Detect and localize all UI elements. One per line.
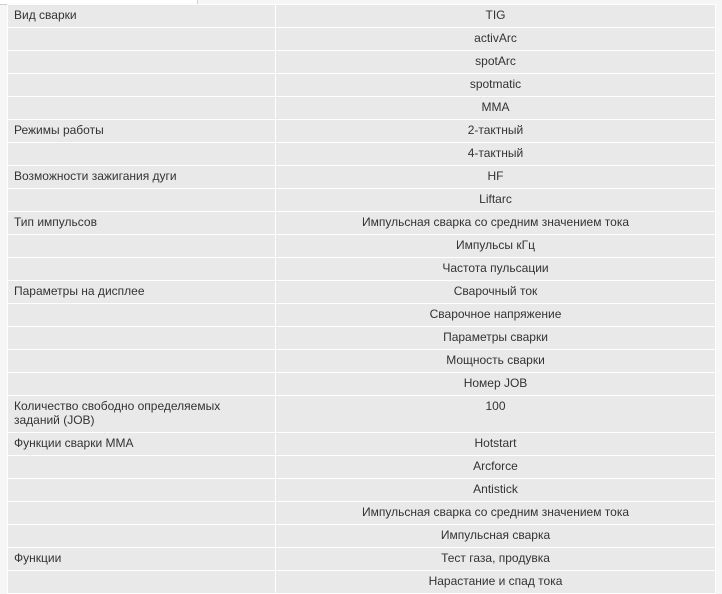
row-value: Импульсы кГц: [276, 235, 716, 258]
table-row: [8, 120, 716, 143]
row-value: Antistick: [276, 479, 716, 502]
row-value: TIG: [276, 5, 716, 28]
row-label: [8, 304, 276, 327]
row-label: [8, 97, 276, 120]
row-value: MMA: [276, 97, 716, 120]
table-row: [8, 97, 716, 120]
row-label: Количество свободно определяемых заданий (JOB): [8, 396, 276, 433]
row-label: [8, 189, 276, 212]
table-row: [8, 28, 716, 51]
table-row: [8, 433, 716, 456]
spec-table: [7, 4, 716, 594]
table-row: [8, 258, 716, 281]
row-label: [8, 235, 276, 258]
row-label: [8, 258, 276, 281]
row-value: Номер JOB: [276, 373, 716, 396]
table-row: [8, 74, 716, 97]
table-row: [8, 548, 716, 571]
row-label: Вид сварки: [8, 5, 276, 28]
table-row: [8, 189, 716, 212]
row-label: Функции: [8, 548, 276, 571]
row-label: Режимы работы: [8, 120, 276, 143]
row-label: Функции сварки MMA: [8, 433, 276, 456]
row-value: Импульсная сварка со средним значением тока: [276, 212, 716, 235]
row-value: Сварочный ток: [276, 281, 716, 304]
table-row: [8, 166, 716, 189]
row-value: Частота пульсации: [276, 258, 716, 281]
row-value: 2-тактный: [276, 120, 716, 143]
table-row: [8, 304, 716, 327]
row-value: HF: [276, 166, 716, 189]
table-row: [8, 327, 716, 350]
table-row: [8, 350, 716, 373]
row-label: [8, 571, 276, 594]
row-value: Тест газа, продувка: [276, 548, 716, 571]
row-label: [8, 28, 276, 51]
table-row: [8, 502, 716, 525]
table-row: [8, 396, 716, 433]
table-row: [8, 456, 716, 479]
table-row: [8, 281, 716, 304]
row-value: Импульсная сварка со средним значением тока: [276, 502, 716, 525]
row-value: Arcforce: [276, 456, 716, 479]
row-value: Сварочное напряжение: [276, 304, 716, 327]
table-row: [8, 525, 716, 548]
table-row: [8, 212, 716, 235]
row-label: [8, 479, 276, 502]
table-row: [8, 479, 716, 502]
row-label: [8, 373, 276, 396]
row-label: [8, 74, 276, 97]
row-value: Нарастание и спад тока: [276, 571, 716, 594]
row-value: Импульсная сварка: [276, 525, 716, 548]
row-label: [8, 143, 276, 166]
row-label: Параметры на дисплее: [8, 281, 276, 304]
table-row: [8, 571, 716, 594]
table-row: [8, 143, 716, 166]
row-value: Параметры сварки: [276, 327, 716, 350]
row-value: Hotstart: [276, 433, 716, 456]
row-label: [8, 51, 276, 74]
row-value: Мощность сварки: [276, 350, 716, 373]
row-value: Liftarc: [276, 189, 716, 212]
row-value: 4-тактный: [276, 143, 716, 166]
table-row: [8, 373, 716, 396]
row-value: spotArc: [276, 51, 716, 74]
row-value: activArc: [276, 28, 716, 51]
row-label: [8, 502, 276, 525]
row-label: Возможности зажигания дуги: [8, 166, 276, 189]
table-row: [8, 5, 716, 28]
table-row: [8, 235, 716, 258]
row-label: [8, 350, 276, 373]
row-label: [8, 456, 276, 479]
row-label: Тип импульсов: [8, 212, 276, 235]
row-label: [8, 327, 276, 350]
row-value: 100: [276, 396, 716, 433]
row-value: spotmatic: [276, 74, 716, 97]
row-label: [8, 525, 276, 548]
table-row: [8, 51, 716, 74]
